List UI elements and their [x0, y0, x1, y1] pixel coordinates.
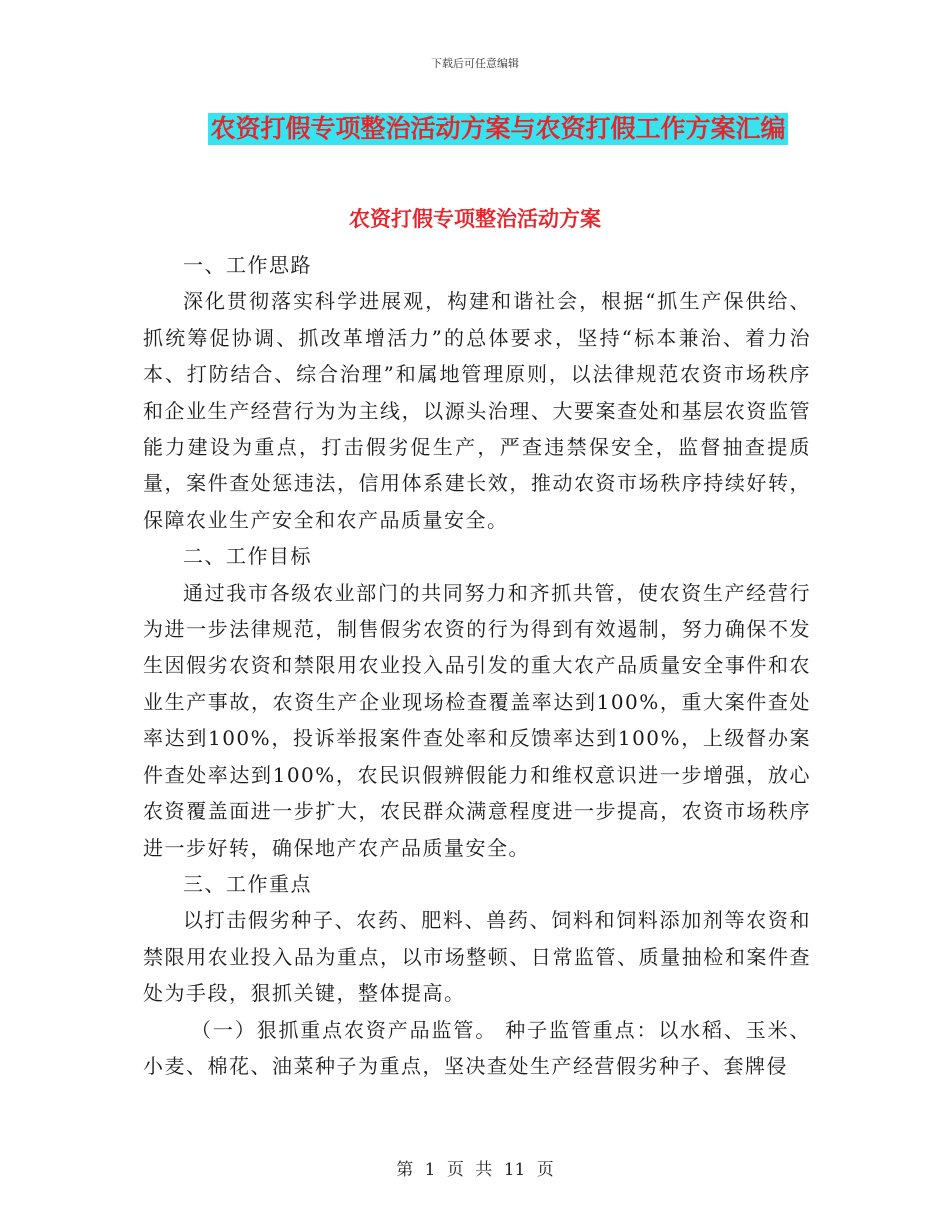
sub-title: 农资打假专项整治活动方案	[349, 206, 601, 231]
document-body	[143, 247, 811, 1084]
paragraph-4: （一）狠抓重点农资产品监管。 种子监管重点：以水稻、玉米、小麦、棉花、油菜种子为重点，坚决查处生产经营假劣种子、套牌侵	[143, 1017, 811, 1078]
paragraph-3: 以打击假劣种子、农药、肥料、兽药、饲料和饲料添加剂等农资和禁限用农业投入品为重点，以市场整顿、日常监管、质量抽检和案件查处为手段，狠抓关键，整体提高。	[143, 908, 811, 1006]
main-title-wrap	[0, 113, 950, 145]
page-number: 第 1 页 共 11 页	[396, 1160, 554, 1180]
main-title: 农资打假专项整治活动方案与农资打假工作方案汇编	[210, 114, 786, 143]
section-heading-2: 二、工作目标	[183, 544, 312, 569]
header-note: 下载后可任意编辑	[431, 57, 519, 70]
section-heading-1: 一、工作思路	[183, 253, 312, 277]
paragraph-2: 通过我市各级农业部门的共同努力和齐抓共管，使农资生产经营行为进一步法律规范，制售假劣农资的行为得到有效遏制，努力确保不发生因假劣农资和禁限用农业投入品引发的重大农产品质量安全事件和农业生产事故，农资生产企业现场检查覆盖率达到100%，重大案件查处率达到100%，投诉举报案件查处率和反馈率达到100%，上级督办案件查处率达到100%，农民识假辨假能力和维权意识进一步增强，放心农资覆盖面进一步扩大，农民群众满意程度进一步提高，农资市场秩序进一步好转，确保地产农产品质量安全。	[143, 580, 811, 860]
section-heading-3: 三、工作重点	[183, 871, 312, 896]
paragraph-1: 深化贯彻落实科学进展观，构建和谐社会，根据“抓生产保供给、抓统筹促协调、抓改革增活力”的总体要求，坚持“标本兼治、着力治本、打防结合、综合治理”和属地管理原则，以法律规范农资市场秩序和企业生产经营行为为主线，以源头治理、大要案查处和基层农资监管能力建设为重点，打击假劣促生产，严查违禁保安全，监督抽查提质量，案件查处惩违法，信用体系建长效，推动农资市场秩序持续好转，保障农业生产安全和农产品质量安全。	[143, 289, 811, 532]
